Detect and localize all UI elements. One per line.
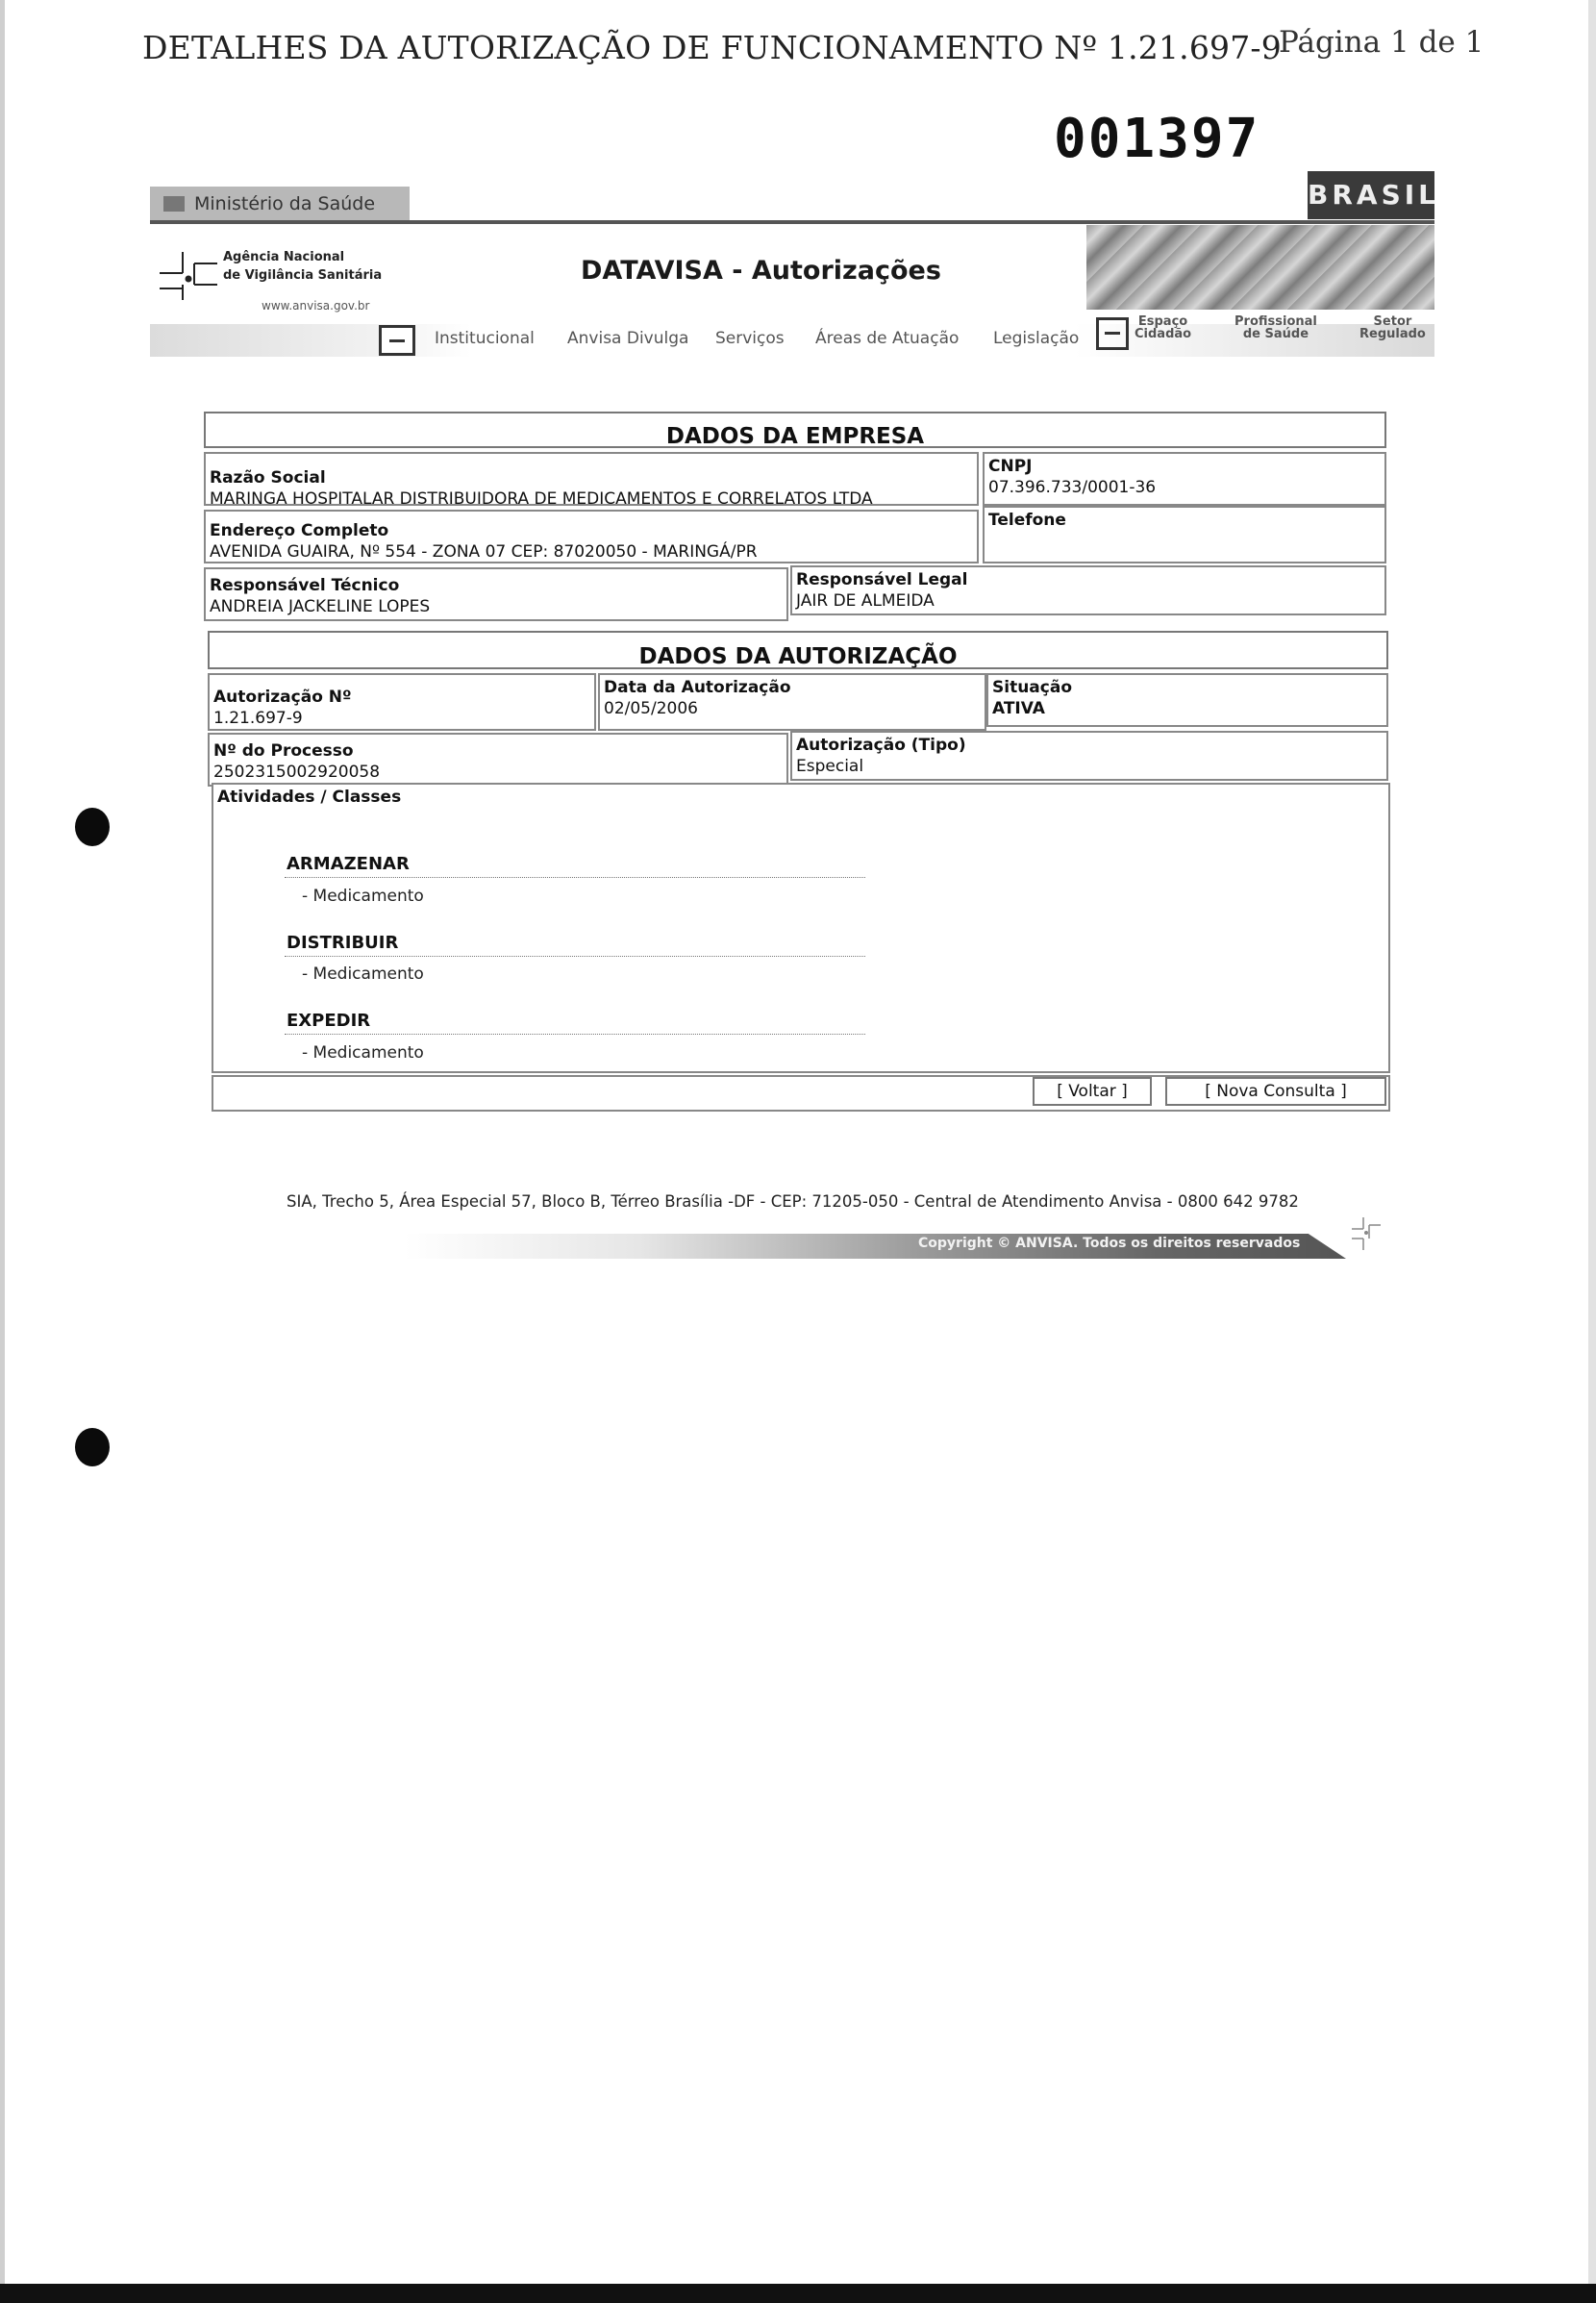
resp-tecnico-value: ANDREIA JACKELINE LOPES [210, 597, 431, 616]
autorizacao-section-title: DADOS DA AUTORIZAÇÃO [208, 631, 1388, 669]
autorizacao-data-value: 02/05/2006 [604, 699, 698, 718]
razao-social-label: Razão Social [210, 468, 326, 488]
scan-edge-right [1588, 0, 1596, 2303]
telefone-label: Telefone [988, 511, 1066, 530]
nav-institucional[interactable]: Institucional [435, 329, 535, 348]
punch-hole [75, 1428, 110, 1466]
voltar-button[interactable]: [ Voltar ] [1033, 1077, 1152, 1106]
situacao-cell [986, 673, 1388, 727]
tipo-cell [790, 731, 1388, 781]
anvisa-logo-icon [156, 246, 221, 304]
agency-url[interactable]: www.anvisa.gov.br [262, 299, 370, 313]
ministry-label: Ministério da Saúde [194, 193, 376, 214]
autorizacao-data-cell [598, 673, 986, 731]
resp-legal-label: Responsável Legal [796, 570, 968, 589]
app-title: DATAVISA - Autorizações [581, 256, 941, 286]
anvisa-mark-icon [1348, 1214, 1383, 1252]
portal-setor-line1: Setor [1373, 314, 1412, 329]
portal-espaco-line1: Espaço [1137, 314, 1188, 329]
autorizacao-numero-cell [208, 673, 596, 731]
telefone-cell [983, 506, 1386, 563]
agency-name [223, 248, 382, 285]
situacao-value: ATIVA [992, 699, 1045, 718]
stamp-number: 001397 [1054, 108, 1260, 170]
ministry-bar[interactable] [150, 187, 410, 221]
agency-line2: de Vigilância Sanitária [223, 268, 383, 283]
atividade-classe: - Medicamento [302, 887, 424, 906]
portal-setor-line2: Regulado [1359, 327, 1426, 341]
nav-anvisa-divulga[interactable]: Anvisa Divulga [567, 329, 689, 348]
endereco-label: Endereço Completo [210, 521, 389, 540]
atividade-divider [285, 1034, 865, 1035]
autorizacao-numero-label: Autorização Nº [213, 688, 352, 707]
brasil-logo[interactable]: BRASIL [1308, 171, 1434, 219]
header-photo [1086, 225, 1434, 310]
portal-profissional-line2: de Saúde [1242, 327, 1309, 341]
scan-edge-left [0, 0, 5, 2303]
atividade-name: ARMAZENAR [287, 854, 410, 874]
atividade-name: EXPEDIR [287, 1011, 371, 1031]
portal-profissional-line1: Profissional [1234, 314, 1317, 329]
endereco-value: AVENIDA GUAIRA, Nº 554 - ZONA 07 CEP: 87020050 - MARINGÁ/PR [210, 542, 758, 562]
atividade-classe: - Medicamento [302, 1043, 424, 1063]
ministry-flag-icon [163, 196, 185, 212]
portal-espaco-line2: Cidadão [1135, 327, 1192, 341]
print-page-number: Página 1 de 1 [1279, 25, 1484, 60]
punch-hole [75, 808, 110, 846]
header-rule [150, 220, 1434, 224]
atividade-name: DISTRIBUIR [287, 933, 399, 953]
situacao-label: Situação [992, 678, 1072, 697]
atividade-divider [285, 877, 865, 878]
autorizacao-numero-value: 1.21.697-9 [213, 709, 303, 728]
processo-cell [208, 733, 788, 787]
nav-areas-de-atuacao[interactable]: Áreas de Atuação [815, 329, 960, 348]
atividade-classe: - Medicamento [302, 964, 424, 984]
portal-arrow-icon [1096, 317, 1129, 350]
portal-espaco-cidadao[interactable] [1135, 315, 1191, 340]
razao-social-cell [204, 452, 979, 509]
atividade-divider [285, 956, 865, 957]
atividades-cell [212, 783, 1390, 1073]
resp-tecnico-cell [204, 567, 788, 621]
processo-value: 2502315002920058 [213, 763, 381, 782]
atividades-label: Atividades / Classes [217, 788, 402, 807]
nav-legislacao[interactable]: Legislação [993, 329, 1080, 348]
cnpj-value: 07.396.733/0001-36 [988, 478, 1157, 497]
endereco-cell [204, 510, 979, 563]
empresa-section-title: DADOS DA EMPRESA [204, 412, 1386, 448]
autorizacao-data-label: Data da Autorização [604, 678, 791, 697]
portal-setor-regulado[interactable] [1359, 315, 1426, 340]
resp-tecnico-label: Responsável Técnico [210, 576, 400, 595]
nav-arrow-icon[interactable] [379, 325, 415, 356]
footer-address: SIA, Trecho 5, Área Especial 57, Bloco B, Térreo Brasília -DF - CEP: 71205-050 - Central de Atendimento Anvisa - 0800 642 9782 [287, 1192, 1299, 1211]
razao-social-value: MARINGA HOSPITALAR DISTRIBUIDORA DE MEDICAMENTOS E CORRELATOS LTDA [210, 489, 873, 509]
cnpj-cell [983, 452, 1386, 506]
tipo-label: Autorização (Tipo) [796, 736, 966, 755]
processo-label: Nº do Processo [213, 741, 354, 761]
resp-legal-value: JAIR DE ALMEIDA [796, 591, 935, 611]
tipo-value: Especial [796, 757, 864, 776]
cnpj-label: CNPJ [988, 457, 1033, 476]
agency-line1: Agência Nacional [223, 250, 345, 264]
nova-consulta-button[interactable]: [ Nova Consulta ] [1165, 1077, 1386, 1106]
portal-profissional-saude[interactable] [1234, 315, 1317, 340]
nav-servicos[interactable]: Serviços [715, 329, 785, 348]
resp-legal-cell [790, 565, 1386, 615]
scan-edge-bottom [0, 2284, 1596, 2303]
footer-copyright: Copyright © ANVISA. Todos os direitos reservados [918, 1236, 1301, 1251]
print-title: DETALHES DA AUTORIZAÇÃO DE FUNCIONAMENTO Nº 1.21.697-9 [142, 29, 1282, 66]
